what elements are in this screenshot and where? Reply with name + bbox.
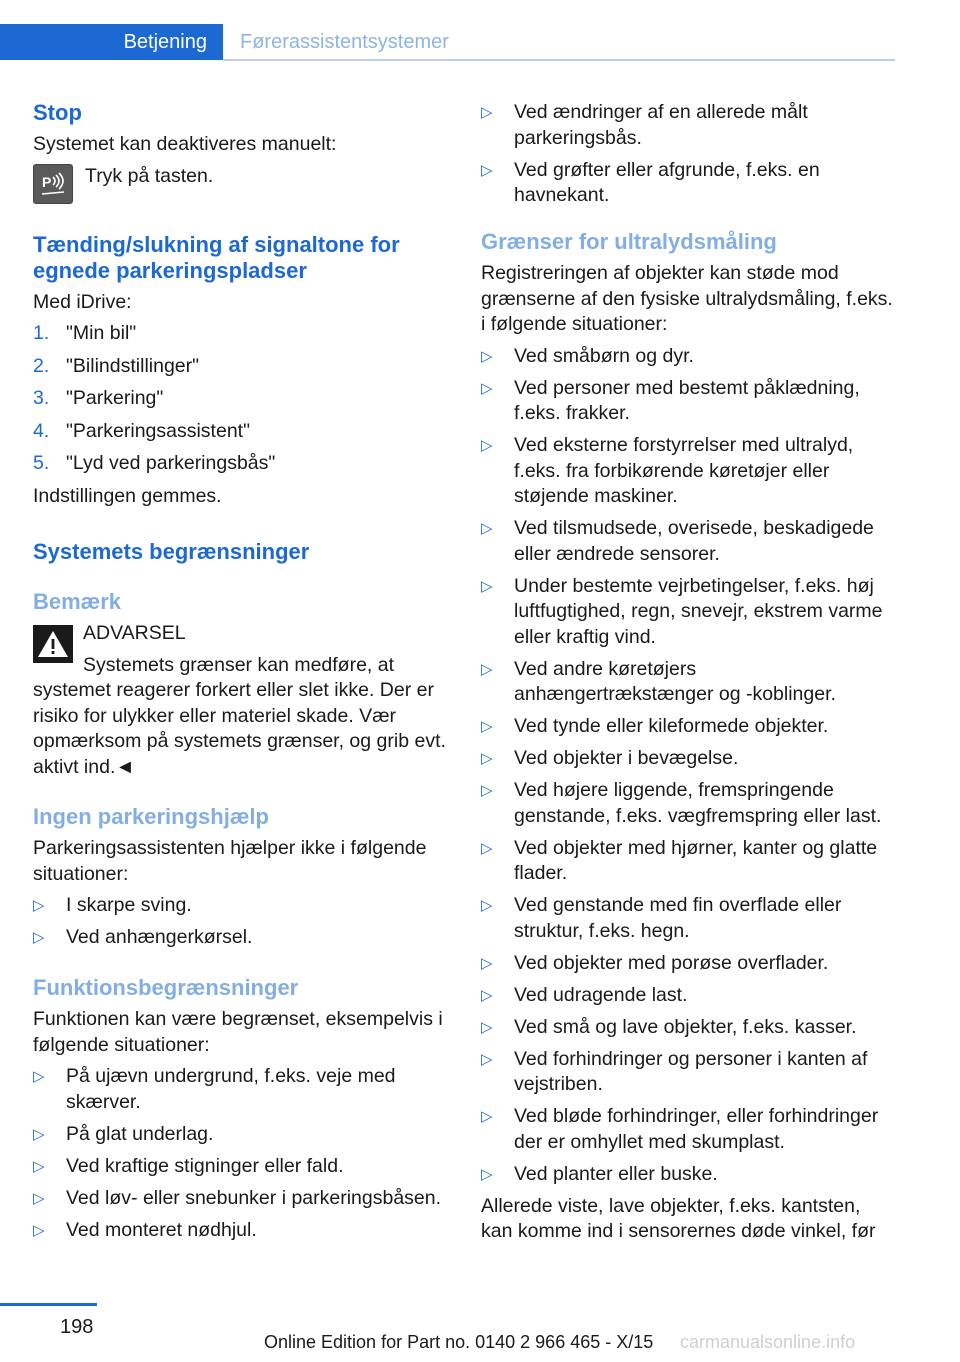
list-item: ▷ Ved kraftige stigninger eller fald. xyxy=(33,1154,447,1180)
list-item: ▷ Ved andre køretøjers anhængertrækstænger og -koblinger. xyxy=(481,657,897,708)
right-column xyxy=(481,100,897,1251)
list-item: 1. "Min bil" xyxy=(33,322,137,344)
stop-button-row xyxy=(33,164,447,204)
nohelp-list xyxy=(33,893,447,951)
tab-forerassistentsystemer[interactable]: Førerassistentsystemer xyxy=(240,30,449,53)
signal-heading: Tænding/slukning af signaltone for egnede parkeringspladser xyxy=(33,231,400,283)
list-item: ▷ Ved personer med bestemt påklædning, f.eks. frakker. xyxy=(481,376,897,427)
triangle-right-icon: ▷ xyxy=(33,929,45,946)
triangle-right-icon: ▷ xyxy=(481,577,493,595)
closing-text: Allerede viste, lave objekter, f.eks. kantsten, kan komme ind i sensorernes døde vinkel, før xyxy=(481,1194,876,1242)
limits-heading: Systemets begrænsninger xyxy=(33,539,310,564)
list-item: ▷ Ved objekter med hjørner, kanter og glatte flader. xyxy=(481,836,897,887)
header-divider xyxy=(223,59,895,61)
svg-text:P: P xyxy=(42,173,52,190)
triangle-right-icon: ▷ xyxy=(481,161,493,179)
triangle-right-icon: ▷ xyxy=(481,347,493,365)
triangle-right-icon: ▷ xyxy=(33,897,45,914)
triangle-right-icon: ▷ xyxy=(481,104,493,121)
func-text: Funktionen kan være begrænset, eksempelvis i følgende situationer: xyxy=(33,1008,443,1056)
list-item: ▷ Ved eksterne forstyrrelser med ultralyd, f.eks. fra forbikørende køretøjer eller støjende maskiner. xyxy=(481,433,897,510)
page-number: 198 xyxy=(60,1316,94,1338)
list-item: 2. "Bilindstillinger" xyxy=(33,354,200,377)
list-item: ▷ Ved småbørn og dyr. xyxy=(481,344,897,370)
triangle-right-icon: ▷ xyxy=(481,718,493,735)
signal-saved-text: Indstillingen gemmes. xyxy=(33,484,222,507)
warning-text: Systemets grænser kan medføre, at systemet reagerer forkert eller slet ikke. Der er risiko for ulykker eller materiel skade. Vær opmærksom på systemets grænser, og grib evt. aktivt ind.◄ xyxy=(33,653,446,778)
triangle-right-icon: ▷ xyxy=(481,897,493,914)
list-item: ▷ Ved udragende last. xyxy=(481,983,897,1009)
list-item: ▷ Ved højere liggende, fremspringende genstande, f.eks. vægfremspring eller last. xyxy=(481,778,897,829)
tab-betjening[interactable]: Betjening xyxy=(0,24,223,60)
list-item: ▷ Ved anhængerkørsel. xyxy=(33,925,447,951)
warning-label: ADVARSEL xyxy=(83,622,186,644)
triangle-right-icon: ▷ xyxy=(481,1108,493,1125)
footer-divider xyxy=(0,1303,97,1306)
list-item: 4. "Parkeringsassistent" xyxy=(33,419,251,442)
note-heading: Bemærk xyxy=(33,589,122,614)
list-item: ▷ Ved grøfter eller afgrunde, f.eks. en havnekant. xyxy=(481,158,897,209)
list-item: ▷ Ved bløde forhindringer, eller forhindringer der er omhyllet med skumplast. xyxy=(481,1104,897,1155)
list-item: ▷ Ved tilsmudsede, overisede, beskadigede eller ændrede sensorer. xyxy=(481,516,897,567)
nohelp-heading: Ingen parkeringshjælp xyxy=(33,804,269,829)
triangle-right-icon: ▷ xyxy=(33,1157,45,1175)
list-item: ▷ Ved objekter i bevægelse. xyxy=(481,746,897,772)
ultra-text: Registreringen af objekter kan støde mod grænserne af den fysiske ultralydsmåling, f.eks. i følgende situationer: xyxy=(481,262,893,335)
watermark: carmanualsonline.info xyxy=(680,1332,856,1352)
top-list xyxy=(481,100,897,209)
triangle-right-icon: ▷ xyxy=(481,839,493,857)
list-item: ▷ Ved objekter med porøse overflader. xyxy=(481,951,897,977)
stop-text: Systemet kan deaktiveres manuelt: xyxy=(33,133,337,155)
ultra-heading: Grænser for ultralydsmåling xyxy=(481,229,777,254)
list-item: ▷ Ved løv- eller snebunker i parkeringsbåsen. xyxy=(33,1186,447,1212)
list-item: 3. "Parkering" xyxy=(33,387,164,409)
edition-text: Online Edition for Part no. 0140 2 966 465 - X/15 xyxy=(264,1332,654,1352)
triangle-right-icon: ▷ xyxy=(481,986,493,1004)
stop-heading: Stop xyxy=(33,100,82,125)
list-item: ▷ Ved planter eller buske. xyxy=(481,1162,897,1188)
triangle-right-icon: ▷ xyxy=(33,1221,45,1239)
left-column xyxy=(33,100,447,1250)
triangle-right-icon: ▷ xyxy=(481,750,493,767)
triangle-right-icon: ▷ xyxy=(33,1189,45,1207)
triangle-right-icon: ▷ xyxy=(481,379,493,397)
triangle-right-icon: ▷ xyxy=(481,660,493,678)
list-item: ▷ Ved tynde eller kileformede objekter. xyxy=(481,714,897,740)
list-item: ▷ Ved ændringer af en allerede målt parkeringsbås. xyxy=(481,100,897,151)
func-heading: Funktionsbegrænsninger xyxy=(33,975,299,1000)
func-list xyxy=(33,1064,447,1243)
warning-triangle-icon xyxy=(33,625,73,663)
list-item: ▷ I skarpe sving. xyxy=(33,893,447,919)
ultra-list xyxy=(481,344,897,1188)
list-item: ▷ Ved forhindringer og personer i kanten af vejstriben. xyxy=(481,1047,897,1098)
triangle-right-icon: ▷ xyxy=(33,1068,45,1085)
triangle-right-icon: ▷ xyxy=(481,1050,493,1068)
parking-sensor-button-icon xyxy=(33,164,73,204)
list-item: ▷ Ved genstande med fin overflade eller struktur, f.eks. hegn. xyxy=(481,893,897,944)
triangle-right-icon: ▷ xyxy=(33,1125,45,1143)
triangle-right-icon: ▷ xyxy=(481,1165,493,1183)
list-item: ▷ Ved monteret nødhjul. xyxy=(33,1218,447,1244)
triangle-right-icon: ▷ xyxy=(481,1018,493,1036)
stop-button-text: Tryk på tasten. xyxy=(85,164,214,187)
list-item: ▷ På ujævn undergrund, f.eks. veje med skærver. xyxy=(33,1064,447,1115)
triangle-right-icon: ▷ xyxy=(481,520,493,537)
nohelp-text: Parkeringsassistenten hjælper ikke i følgende situationer: xyxy=(33,837,427,885)
triangle-right-icon: ▷ xyxy=(481,954,493,972)
triangle-right-icon: ▷ xyxy=(481,782,493,799)
list-item: ▷ På glat underlag. xyxy=(33,1122,447,1148)
signal-steps-list xyxy=(33,321,447,477)
list-item: ▷ Under bestemte vejrbetingelser, f.eks. høj luftfugtighed, regn, snevejr, ekstrem varme eller kraftig vind. xyxy=(481,574,897,651)
signal-intro: Med iDrive: xyxy=(33,290,132,313)
list-item: ▷ Ved små og lave objekter, f.eks. kasser. xyxy=(481,1015,897,1041)
warning-block xyxy=(33,621,447,780)
list-item: 5. "Lyd ved parkeringsbås" xyxy=(33,452,276,474)
page-header xyxy=(0,24,895,62)
triangle-right-icon: ▷ xyxy=(481,437,493,454)
